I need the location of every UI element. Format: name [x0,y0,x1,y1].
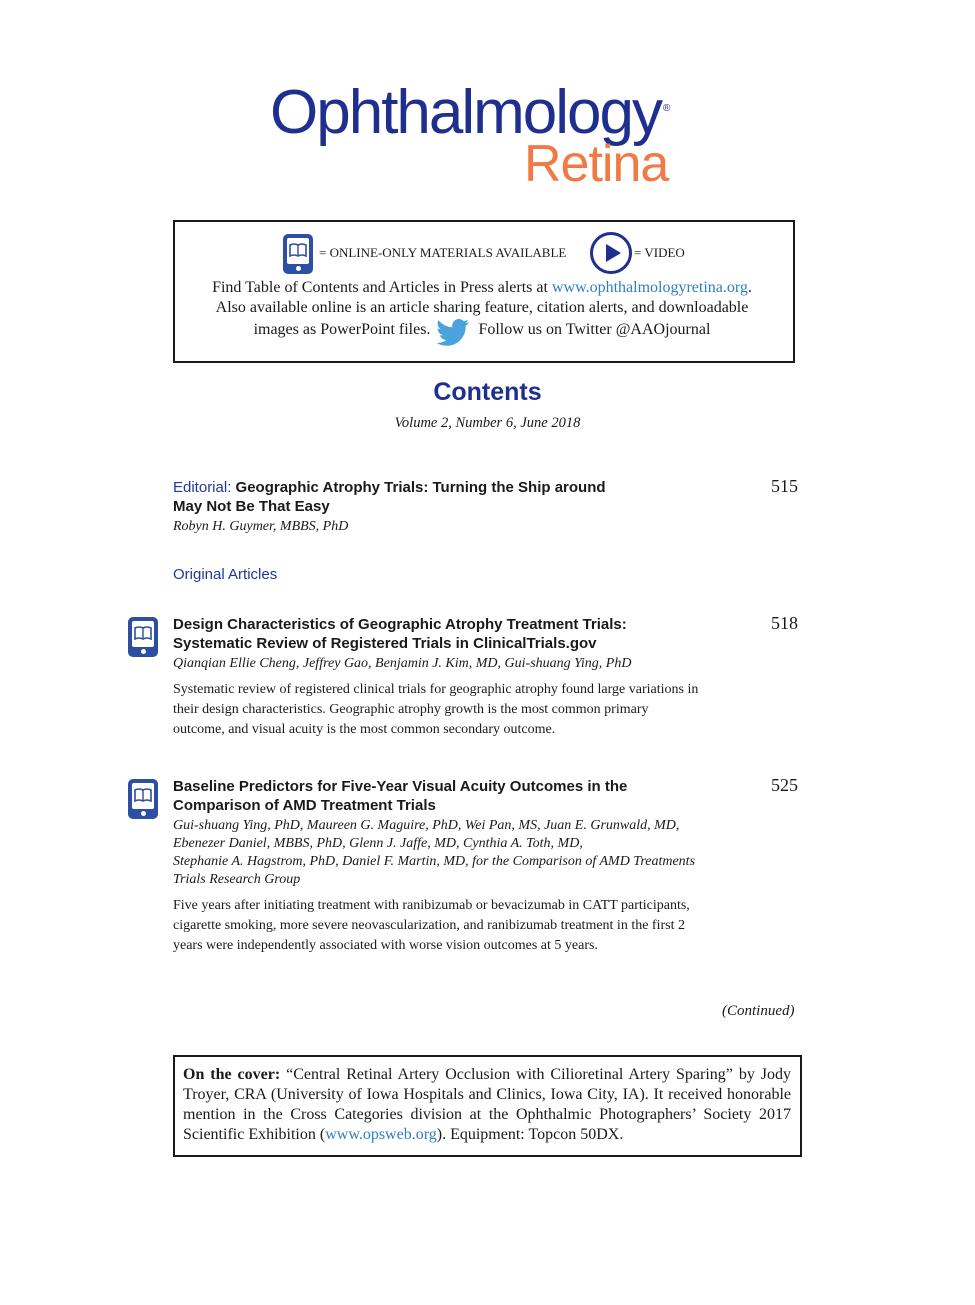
cover-label: On the cover: [183,1066,281,1083]
twitter-bird-icon[interactable] [436,318,470,346]
info-text: Find Table of Contents and Articles in Press alerts at www.ophthalmologyretina.org. Also available online is an article sharing feature, citation alerts, and downloadable images as PowerPoint files. Follow us on Twitter @AAOjournal [180,278,784,346]
article-page: 518 [771,613,798,633]
online-materials-label: = ONLINE-ONLY MATERIALS AVAILABLE [319,245,567,260]
article-authors: Gui-shuang Ying, PhD, Maureen G. Maguire, PhD, Wei Pan, MS, Juan E. Grunwald, MD, Ebenezer Daniel, MBBS, PhD, Glenn J. Jaffe, MD, Cynthia A. Toth, MD, Stephanie A. Hagstrom, PhD, Daniel F. Martin, MD, for the Comparison of AMD Treatments Trials Research Group [173,818,696,887]
contents-title: Contents [433,378,542,406]
continued-note: (Continued) [722,1003,795,1019]
editorial-title[interactable]: Editorial: Geographic Atrophy Trials: Turning the Ship around May Not Be That Easy [173,479,606,515]
volume-info: Volume 2, Number 6, June 2018 [394,415,581,431]
tablet-book-icon [283,234,313,274]
tablet-book-icon [128,779,158,819]
play-video-icon [590,232,632,274]
article-title[interactable]: Baseline Predictors for Five-Year Visual Acuity Outcomes in the Comparison of AMD Treatment Trials [173,778,628,814]
article-authors: Qianqian Ellie Cheng, Jeffrey Gao, Benjamin J. Kim, MD, Gui-shuang Ying, PhD [173,656,632,671]
registered-mark: ® [663,103,671,114]
journal-website-link[interactable]: www.ophthalmologyretina.org [551,279,748,296]
opsweb-link[interactable]: www.opsweb.org [325,1126,437,1143]
info-line-2: Also available online is an article sharing feature, citation alerts, and downloadable [215,299,749,316]
cover-text: On the cover: “Central Retinal Artery Occlusion with Cilioretinal Artery Sparing” by Jody Troyer, CRA (University of Iowa Hospitals and Clinics, Iowa City, IA). It received honorable mention in the Cross Categories division at the Ophthalmic Photographers’ Society 2017 Scientific Exhibition (www.opsweb.org). Equipment: Topcon 50DX. [183,1066,792,1143]
editorial-kind: Editorial: [173,479,232,496]
tablet-book-icon [128,617,158,657]
journal-subtitle: Retina [524,135,669,193]
section-heading: Original Articles [173,566,278,583]
editorial-authors: Robyn H. Guymer, MBBS, PhD [173,519,349,534]
article-summary: Systematic review of registered clinical trials for geographic atrophy found large variations in their design characteristics. Geographic atrophy growth is the most common primary outcome, and visual acuity is the most common secondary outcome. [173,682,699,737]
article-page: 525 [771,775,798,795]
article-title[interactable]: Design Characteristics of Geographic Atrophy Treatment Trials: Systematic Review of Registered Trials in ClinicalTrials.gov [173,616,627,652]
editorial-page: 515 [771,476,798,496]
video-label: = VIDEO [634,245,685,260]
article-summary: Five years after initiating treatment with ranibizumab or bevacizumab in CATT participants, cigarette smoking, more severe neovascularization, and ranibizumab treatment in the first 2 years were independently associated with worse vision outcomes at 5 years. [173,898,690,953]
journal-name-line1: Ophthalmology [270,78,662,147]
icon-legend [283,232,703,274]
